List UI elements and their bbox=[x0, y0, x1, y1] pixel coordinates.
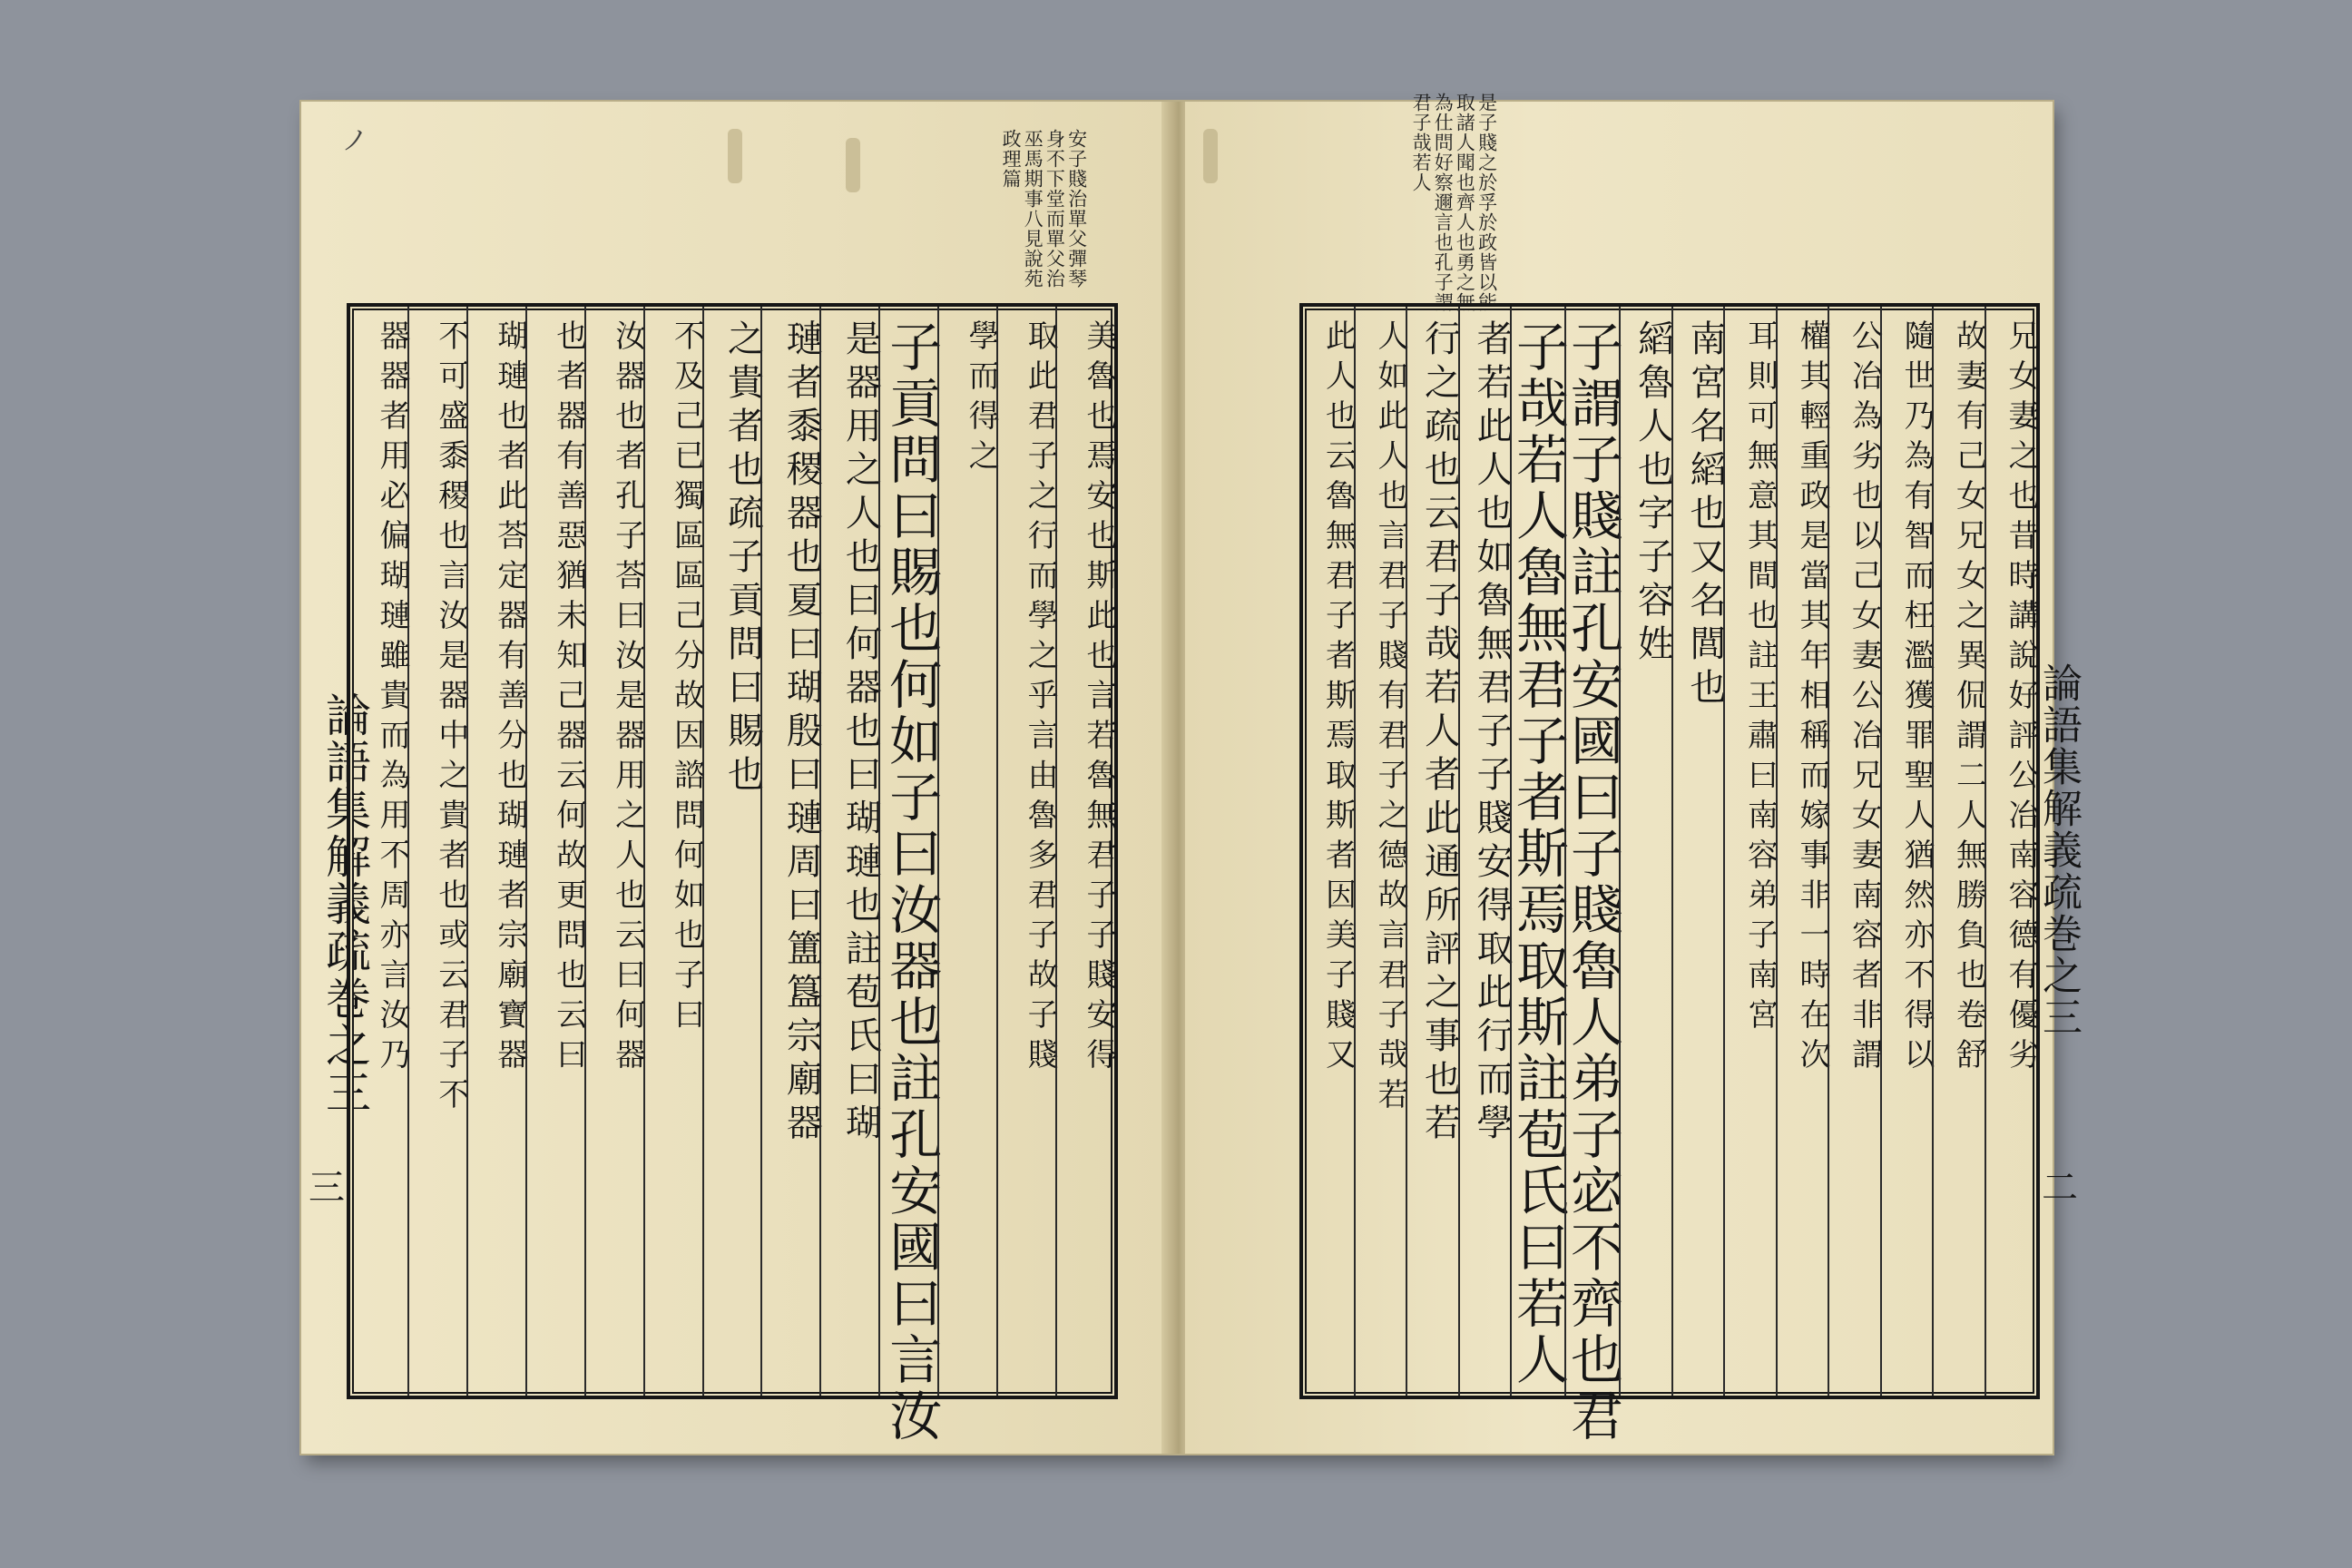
text-column: 不及己已獨區區己分故因諮問何如也子曰 bbox=[643, 307, 702, 1396]
text-frame-left bbox=[347, 303, 1118, 1445]
text-column: 南宮名縚也又名閭也 bbox=[1671, 307, 1724, 1396]
text-column: 子貢問曰賜也何如子曰汝器也註孔安國曰言汝 bbox=[878, 307, 937, 1396]
text-column: 美魯也焉安也斯此也言若魯無君子子賤安得 bbox=[1055, 307, 1114, 1396]
text-column: 不可盛黍稷也言汝是器中之貴者也或云君子不 bbox=[407, 307, 466, 1396]
open-book bbox=[301, 93, 2082, 1454]
text-column: 取此君子之行而學之乎言由魯多君子故子賤 bbox=[996, 307, 1055, 1396]
text-frame-right bbox=[1299, 303, 2040, 1445]
text-column: 隨世乃為有智而枉濫獲罪聖人猶然亦不得以 bbox=[1880, 307, 1933, 1396]
text-column: 器器者用必偏瑚璉雖貴而為用不周亦言汝乃 bbox=[373, 319, 410, 1078]
text-column: 是器用之人也曰何器也曰瑚璉也註苞氏曰瑚 bbox=[819, 307, 878, 1396]
text-column: 瑚璉也者此荅定器有善分也瑚璉者宗廟寶器 bbox=[466, 307, 525, 1396]
text-column: 學而得之 bbox=[937, 307, 996, 1396]
text-column: 人如此人也言君子賤有君子之德故言君子哉若 bbox=[1354, 307, 1406, 1396]
text-column: 也者器有善惡猶未知己器云何故更問也云曰 bbox=[525, 307, 584, 1396]
text-column: 者若此人也如魯無君子子賤安得取此行而學 bbox=[1458, 307, 1511, 1396]
text-column: 故妻有己女兄女之異侃謂二人無勝負也卷舒 bbox=[1932, 307, 1984, 1396]
text-column: 公冶為劣也以己女妻公冶兄女妻南容者非謂 bbox=[1828, 307, 1880, 1396]
text-column: 行之疏也云君子哉若人者此通所評之事也若 bbox=[1406, 307, 1458, 1396]
page-number-left: 三 bbox=[309, 1167, 345, 1209]
page-number-right: 二 bbox=[2042, 1167, 2078, 1209]
text-column: 子謂子賤註孔安國曰子賤魯人弟子宓不齊也君 bbox=[1564, 307, 1619, 1396]
text-column: 此人也云魯無君子者斯焉取斯者因美子賤又 bbox=[1319, 319, 1357, 1078]
text-column: 縚魯人也字子容姓 bbox=[1619, 307, 1671, 1396]
paper-damage bbox=[846, 138, 860, 192]
running-title-left: 論語集解義疏巻之三 bbox=[318, 691, 371, 1116]
text-column: 兄女妻之也昔時講說好評公冶南容德有優劣 bbox=[1984, 307, 2037, 1396]
text-column: 之貴者也疏子貢問曰賜也 bbox=[702, 307, 761, 1396]
paper-damage bbox=[1203, 129, 1218, 183]
text-column: 璉者黍稷器也夏曰瑚殷曰璉周曰簠簋宗廟器 bbox=[760, 307, 819, 1396]
leaf-mark: ノ bbox=[341, 125, 368, 157]
text-column: 耳則可無意其間也註王肅曰南容弟子南宮 bbox=[1723, 307, 1776, 1396]
column-block-left bbox=[350, 307, 1117, 1445]
margin-note-left: 安子賤治單父彈琴身不下堂而單父治巫馬期事八見說苑政理篇 bbox=[1000, 129, 1088, 289]
paper-damage bbox=[728, 129, 742, 183]
running-title-right: 論語集解義疏巻之三 bbox=[2035, 662, 2082, 1038]
column-block-right bbox=[1303, 307, 2039, 1445]
text-column: 汝器也者孔子荅曰汝是器用之人也云曰何器 bbox=[584, 307, 643, 1396]
margin-note-right: 是子賤之於孚於政皆以能取諸人聞也齊人也勇之無為仕問好察邇言也孔子謂君子哉若人 bbox=[1410, 93, 1498, 312]
text-column: 權其輕重政是當其年相稱而嫁事非一時在次 bbox=[1776, 307, 1828, 1396]
text-column: 子哉若人魯無君子者斯焉取斯註苞氏曰若人 bbox=[1510, 307, 1564, 1396]
